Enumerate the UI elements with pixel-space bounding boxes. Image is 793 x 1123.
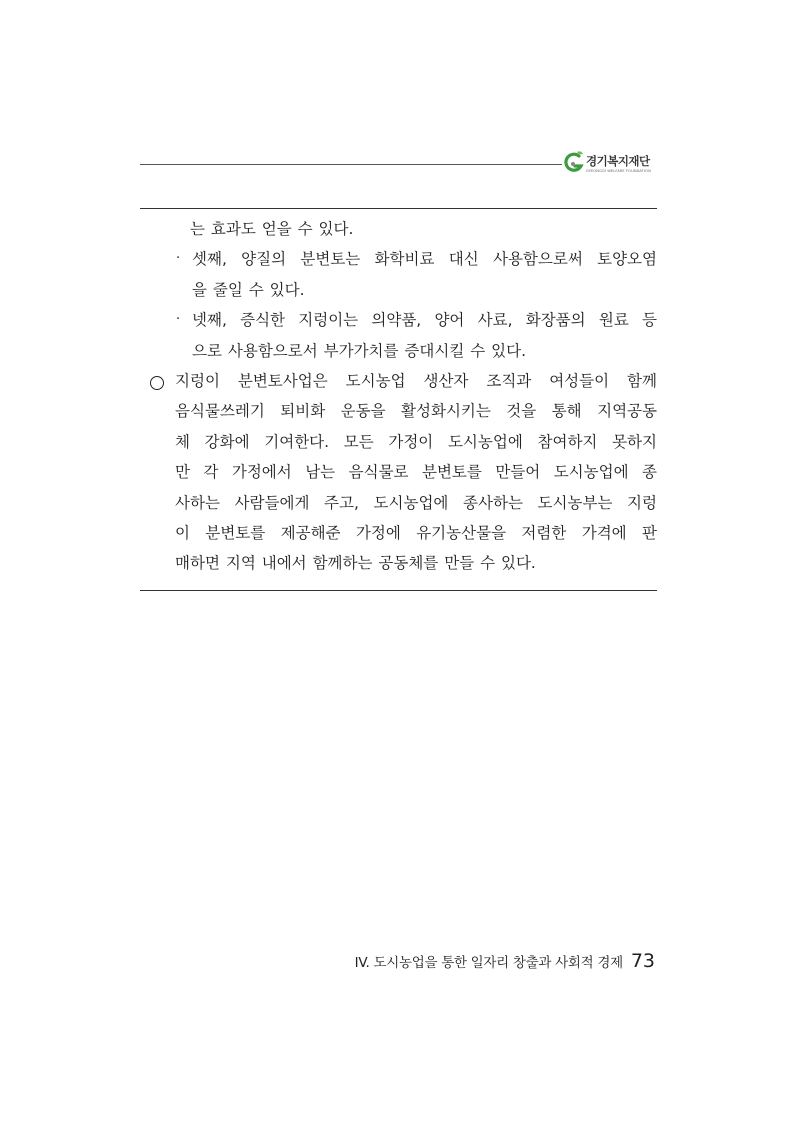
text-line: 넷째, 증식한 지렁이는 의약품, 양어 사료, 화장품의 원료 등 bbox=[192, 311, 657, 330]
circle-bullet-icon bbox=[150, 376, 164, 390]
logo-name: 경기복지재단 bbox=[586, 154, 650, 168]
chapter-title: IV. 도시농업을 통한 일자리 창출과 사회적 경제 bbox=[354, 955, 623, 971]
page-number: 73 bbox=[630, 950, 655, 972]
text-line: 지렁이 분변토사업은 도시농업 생산자 조직과 여성들이 함께 bbox=[175, 371, 657, 390]
text-line: 이 분변토를 제공해준 가정에 유기농산물을 저렴한 가격에 판 bbox=[175, 523, 657, 542]
text-line: 만 각 가정에서 남는 음식물로 분변토를 만들어 도시농업에 종 bbox=[175, 463, 657, 482]
page-footer bbox=[355, 950, 655, 978]
text-line: 으로 사용함으로서 부가가치를 증대시킬 수 있다. bbox=[192, 341, 527, 360]
text-line: 셋째, 양질의 분변토는 화학비료 대신 사용함으로써 토양오염 bbox=[192, 250, 657, 269]
text-line: 체 강화에 기여한다. 모든 가정이 도시농업에 참여하지 못하지 bbox=[175, 432, 657, 451]
box-bottom-rule bbox=[140, 590, 657, 591]
header-rule bbox=[140, 164, 562, 165]
foundation-logo-icon bbox=[564, 150, 586, 176]
text-line: 사하는 사람들에게 주고, 도시농업에 종사하는 도시농부는 지렁 bbox=[175, 493, 657, 512]
bullet-dot: · bbox=[176, 251, 181, 266]
bullet-dot: · bbox=[176, 312, 181, 327]
text-line: 음식물쓰레기 퇴비화 운동을 활성화시키는 것을 통해 지역공동 bbox=[175, 402, 657, 421]
text-line: 매하면 지역 내에서 함께하는 공동체를 만들 수 있다. bbox=[175, 554, 536, 573]
text-line: 는 효과도 얻을 수 있다. bbox=[190, 220, 354, 238]
foundation-logo bbox=[564, 150, 664, 178]
box-top-rule bbox=[140, 208, 657, 209]
body-text bbox=[140, 214, 657, 579]
text-line: 을 줄일 수 있다. bbox=[192, 280, 305, 299]
logo-subtitle: GYEONGGI WELFARE FOUNDATION bbox=[586, 169, 651, 173]
